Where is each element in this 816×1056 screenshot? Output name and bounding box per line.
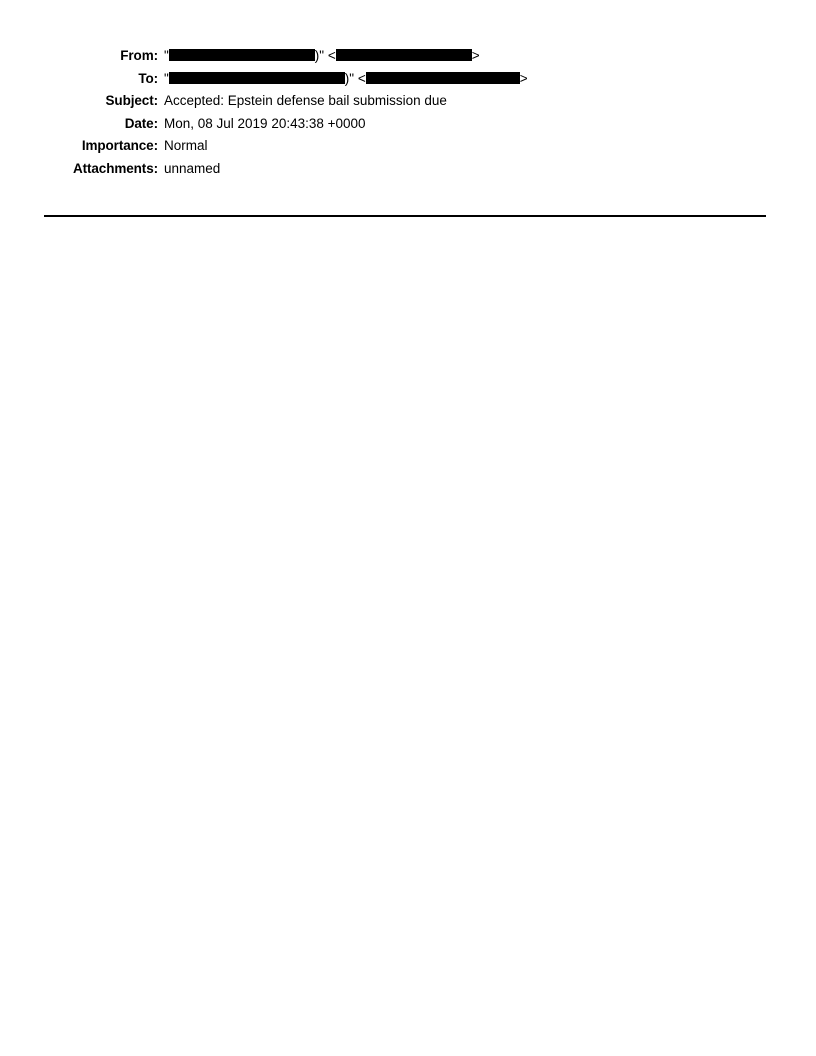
header-value-subject: [164, 93, 447, 109]
header-label-attachments: Attachments:: [72, 160, 158, 176]
header-value-importance: [164, 138, 208, 154]
header-row-subject: [44, 93, 772, 110]
header-text-fragment: ": [164, 48, 169, 63]
redaction-bar: [169, 49, 315, 61]
redaction-bar: [336, 49, 472, 61]
email-header-block: [44, 48, 772, 183]
header-value-to: [164, 71, 528, 87]
header-label-subject: Subject:: [105, 93, 158, 108]
header-value-date: [164, 116, 366, 132]
redaction-bar: [366, 72, 520, 84]
header-row-importance: [44, 138, 772, 155]
header-text-fragment: >: [471, 48, 480, 63]
header-value-from: [164, 48, 480, 64]
header-text-fragment: Mon, 08 Jul 2019 20:43:38 +0000: [164, 115, 366, 131]
header-text-fragment: unnamed: [164, 160, 221, 176]
header-text-fragment: ": [164, 70, 169, 86]
header-text-fragment: Accepted: Epstein defense bail submission due: [164, 93, 447, 108]
header-row-attachments: [44, 161, 772, 178]
header-label-from: From:: [120, 48, 158, 63]
header-row-from: [44, 48, 772, 65]
header-label-to: To:: [138, 70, 158, 86]
header-text-fragment: Normal: [164, 138, 208, 153]
header-row-date: [44, 116, 772, 133]
header-row-to: [44, 71, 772, 88]
header-text-fragment: )" <: [314, 48, 336, 63]
header-value-attachments: [164, 161, 220, 177]
header-label-date: Date:: [124, 115, 158, 131]
header-label-importance: Importance:: [81, 138, 158, 153]
header-divider-rule: [44, 215, 766, 217]
header-text-fragment: )" <: [344, 70, 366, 86]
redaction-bar: [169, 72, 345, 84]
header-text-fragment: >: [519, 70, 528, 86]
